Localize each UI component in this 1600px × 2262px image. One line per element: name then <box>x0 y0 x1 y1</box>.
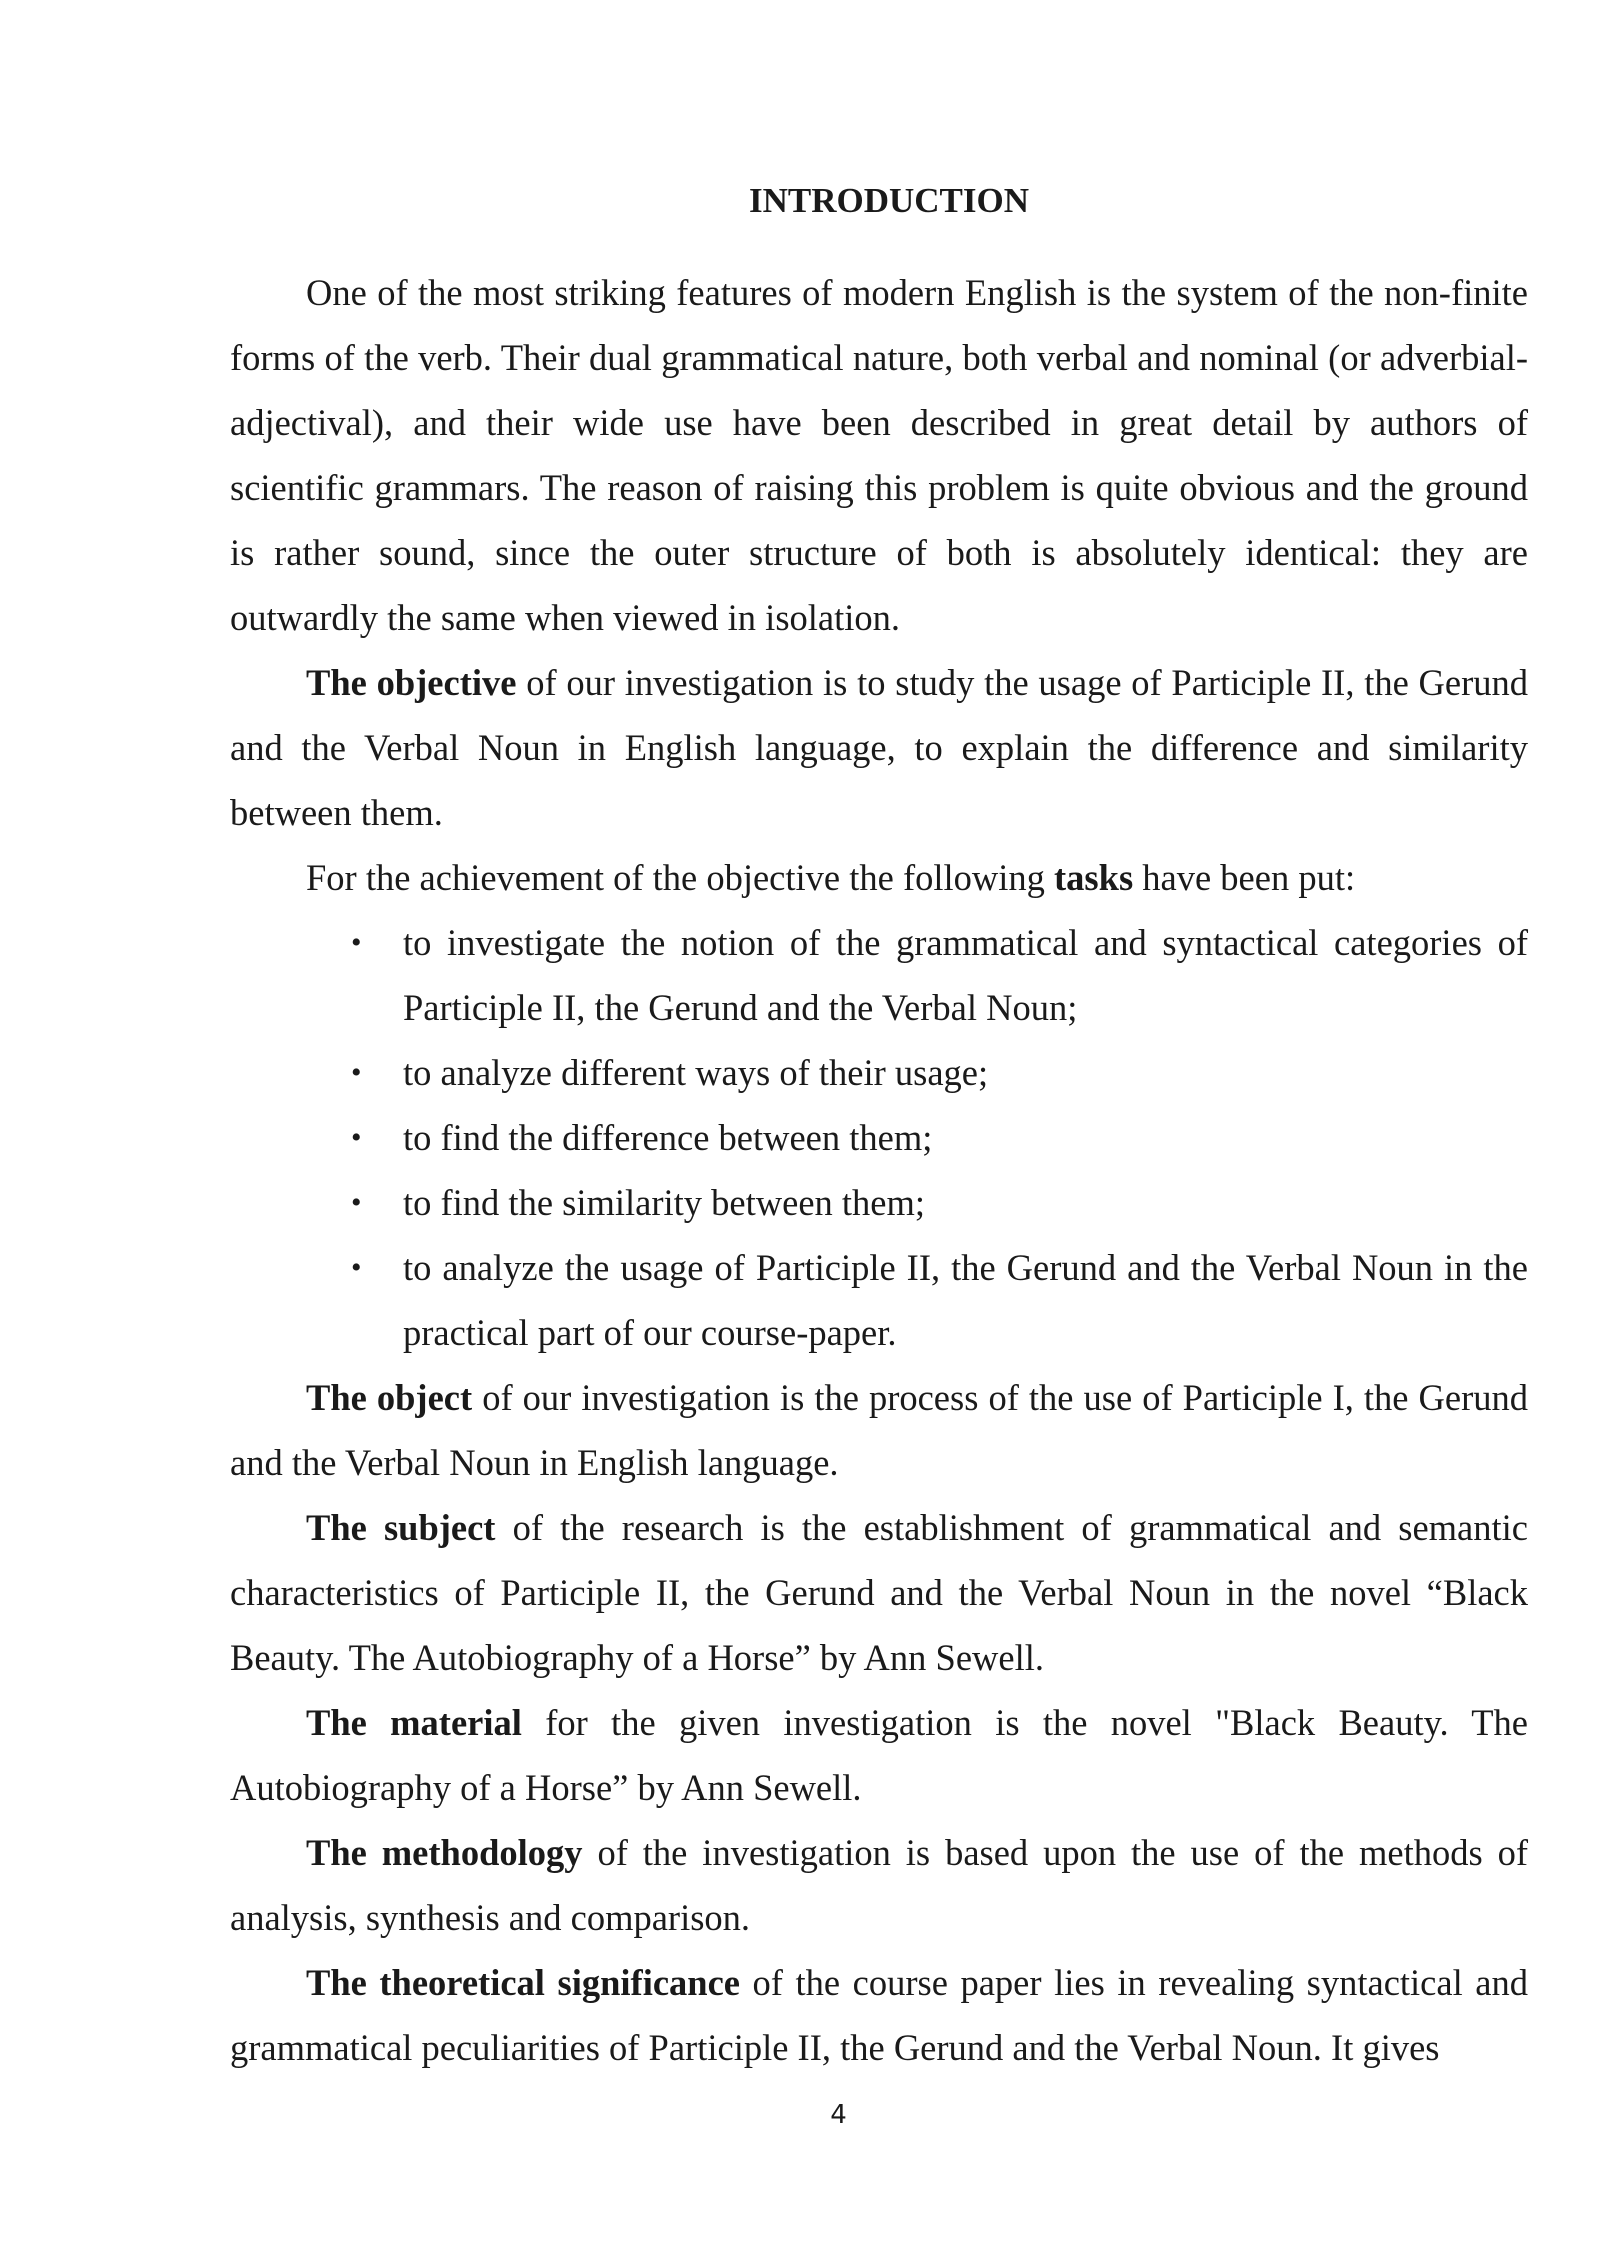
list-item <box>351 1040 1528 1105</box>
task-text: to investigate the notion of the grammatical and syntactical categories of Participle II, the Gerund and the Verbal Noun; <box>403 922 1528 1028</box>
significance-lead: The theoretical significance <box>306 1962 740 2003</box>
objective-text: of our investigation is to study the usage of Participle II, the Gerund and the Verbal Noun in English language, to explain the difference and similarity between them. <box>230 662 1528 833</box>
page-content <box>230 168 1528 2080</box>
task-text: to find the similarity between them; <box>403 1182 926 1223</box>
significance-text: of the course paper lies in revealing syntactical and grammatical peculiarities of Participle II, the Gerund and the Verbal Noun. It gives <box>230 1962 1528 2068</box>
task-text: to analyze different ways of their usage; <box>403 1052 989 1093</box>
section-heading: INTRODUCTION <box>748 181 1030 220</box>
material-text: for the given investigation is the novel "Black Beauty. The Autobiography of a Horse” by Ann Sewell. <box>230 1702 1528 1808</box>
object-lead: The object <box>306 1377 473 1418</box>
list-item <box>351 910 1528 1040</box>
material-lead: The material <box>306 1702 522 1743</box>
tasks-intro-after: have been put: <box>1133 857 1356 898</box>
significance-paragraph <box>230 1950 1528 2080</box>
methodology-lead: The methodology <box>306 1832 583 1873</box>
tasks-intro-before: For the achievement of the objective the following <box>306 857 1055 898</box>
bullet-icon: • <box>351 1186 362 1219</box>
intro-paragraph: One of the most striking features of modern English is the system of the non-finite forms of the verb. Their dual grammatical nature, both verbal and nominal (or adverbial-adjectival), and their wide use have been described in great detail by authors of scientific grammars. The reason of raising this problem is quite obvious and the ground is rather sound, since the outer structure of both is absolutely identical: they are outwardly the same when viewed in isolation. <box>230 272 1528 638</box>
material-paragraph <box>230 1690 1528 1820</box>
task-text: to find the difference between them; <box>403 1117 933 1158</box>
bullet-icon: • <box>351 1121 362 1154</box>
object-text: of our investigation is the process of the use of Participle I, the Gerund and the Verbal Noun in English language. <box>230 1377 1529 1483</box>
objective-paragraph <box>230 650 1528 845</box>
task-text: to analyze the usage of Participle II, the Gerund and the Verbal Noun in the practical part of our course-paper. <box>403 1247 1528 1353</box>
bullet-icon: • <box>351 926 362 959</box>
subject-paragraph <box>230 1495 1528 1690</box>
methodology-paragraph <box>230 1820 1528 1950</box>
tasks-intro-bold: tasks <box>1054 857 1134 898</box>
list-item <box>351 1105 1528 1170</box>
subject-text: of the research is the establishment of grammatical and semantic characteristics of Participle II, the Gerund and the Verbal Noun in the novel “Black Beauty. The Autobiography of a Horse” by Ann Sewell. <box>230 1507 1528 1678</box>
tasks-intro-paragraph <box>230 845 1528 910</box>
subject-lead: The subject <box>306 1507 496 1548</box>
tasks-list <box>230 910 1528 1365</box>
bullet-icon: • <box>351 1056 362 1089</box>
objective-lead: The objective <box>306 662 517 703</box>
page-number: 4 <box>830 2100 847 2130</box>
object-paragraph <box>230 1365 1528 1495</box>
list-item <box>351 1170 1528 1235</box>
list-item <box>351 1235 1528 1365</box>
methodology-text: of the investigation is based upon the use of the methods of analysis, synthesis and comparison. <box>230 1832 1528 1938</box>
bullet-icon: • <box>351 1251 362 1284</box>
